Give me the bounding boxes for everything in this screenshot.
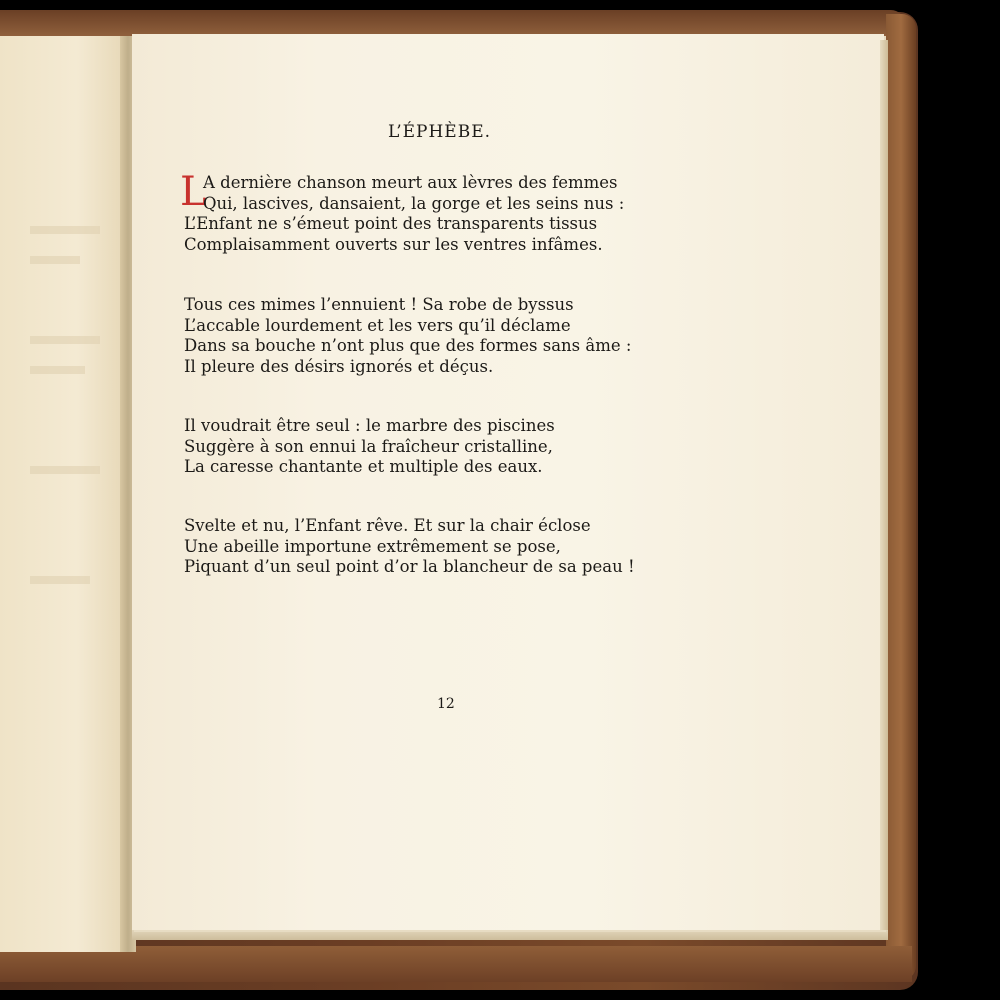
verse-line: A dernière chanson meurt aux lèvres des femmes: [203, 173, 618, 192]
stanza-2: [184, 295, 744, 377]
verse-line: Il pleure des désirs ignorés et déçus.: [184, 356, 494, 376]
show-through-text: [30, 576, 90, 584]
drop-cap: L: [180, 169, 207, 215]
verse-line: Piquant d’un seul point d’or la blancheur de sa peau !: [184, 557, 635, 576]
verse-line: Tous ces mimes l’ennuient ! Sa robe de byssus: [184, 295, 574, 314]
verse-line: Il voudrait être seul : le marbre des piscines: [184, 416, 555, 435]
left-page: [0, 36, 128, 952]
stanza-1: [184, 173, 744, 255]
page-stack-right: [880, 40, 888, 930]
page-number: 12: [437, 696, 455, 712]
stanza-3: [184, 416, 744, 478]
show-through-text: [30, 226, 100, 234]
poem-title: L’ÉPHÈBE.: [388, 122, 492, 142]
verse-line: La caresse chantante et multiple des eaux.: [184, 457, 543, 476]
verse-line: L’accable lourdement et les vers qu’il déclame: [184, 315, 571, 335]
verse-line: Complaisamment ouverts sur les ventres infâmes.: [184, 234, 603, 254]
verse-line: L’Enfant ne s’émeut point des transparents tissus: [184, 214, 598, 233]
cover-right-edge: [886, 14, 916, 980]
cover-bottom-edge: [0, 946, 912, 982]
verse-line: Dans sa bouche n’ont plus que des formes sans âme :: [184, 336, 632, 355]
show-through-text: [30, 336, 100, 344]
verse-line: Qui, lascives, dansaient, la gorge et les seins nus :: [203, 193, 625, 213]
verse-line: Suggère à son ennui la fraîcheur cristalline,: [184, 436, 553, 456]
show-through-text: [30, 466, 100, 474]
verse-line: Une abeille importune extrêmement se pose,: [184, 536, 561, 556]
right-page: [132, 34, 884, 930]
show-through-text: [30, 366, 85, 374]
verse-line: Svelte et nu, l’Enfant rêve. Et sur la chair éclose: [184, 516, 591, 535]
show-through-text: [30, 256, 80, 264]
stanza-4: [184, 516, 744, 578]
